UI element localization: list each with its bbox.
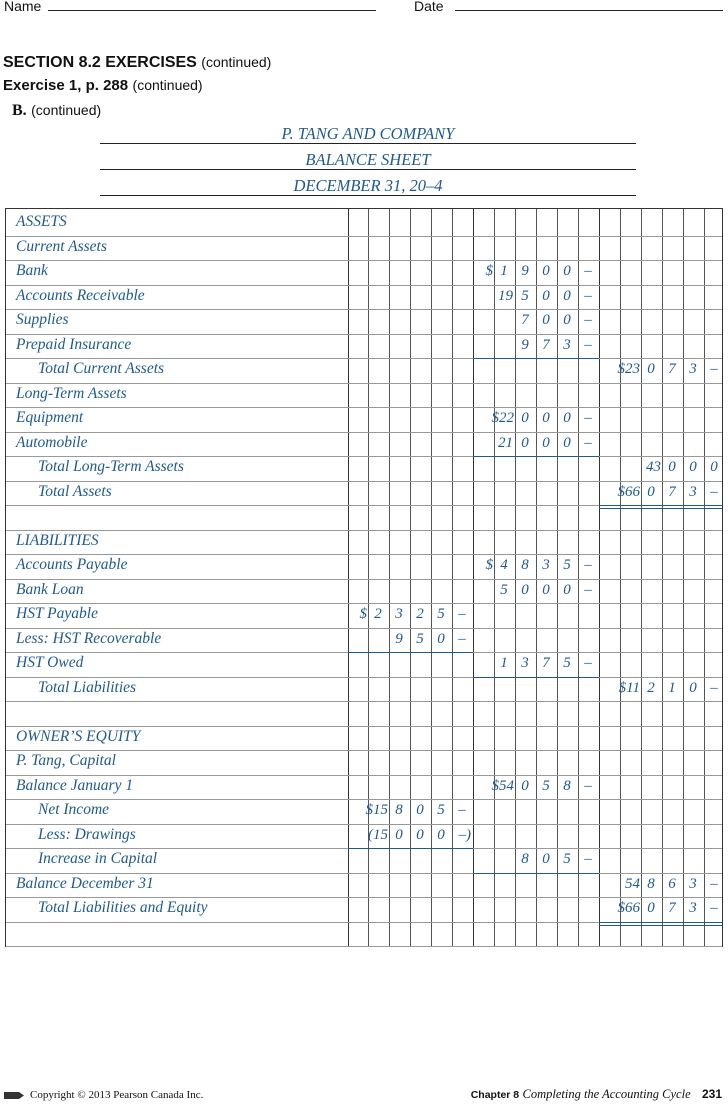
total-underline: [348, 848, 473, 849]
row-label: ASSETS: [16, 213, 67, 230]
double-underline: [599, 508, 722, 509]
grid-row-line: [6, 726, 722, 727]
row-label: P. Tang, Capital: [16, 752, 116, 769]
grid-column-line: [473, 209, 474, 946]
amount-digit: 3: [689, 361, 697, 377]
exercise-heading: [3, 77, 203, 95]
copyright-text: Copyright © 2013 Pearson Canada Inc.: [30, 1089, 204, 1101]
amount-digit: 9: [521, 336, 529, 353]
grid-row-line: [6, 701, 722, 702]
amount-digit: 3: [563, 336, 571, 353]
amount-digit: –: [710, 679, 718, 696]
double-underline: [599, 922, 722, 923]
amount-digit: 3: [689, 900, 697, 916]
row-label: LIABILITIES: [16, 531, 99, 549]
statement-company: P. TANG AND COMPANY: [281, 124, 455, 143]
footer-chapter: [471, 1087, 722, 1102]
row-label: Total Current Assets: [38, 360, 165, 377]
amount-digit: 0: [542, 312, 550, 328]
amount-digit: –: [584, 336, 592, 353]
date-field[interactable]: [455, 10, 723, 11]
footer-copyright: [4, 1089, 203, 1101]
row-label: Balance December 31: [16, 874, 154, 892]
grid-column-line: [641, 209, 642, 946]
amount-digit: 0: [563, 581, 571, 598]
amount-digit: 5: [500, 581, 508, 598]
grid-row-line: [6, 579, 722, 580]
amount-digit: 3: [542, 557, 550, 573]
grid-row-line: [6, 775, 722, 776]
grid-row-line: [6, 750, 722, 751]
amount-digit: 0: [542, 287, 550, 304]
row-label: Balance January 1: [16, 776, 134, 794]
amount-digit: 0: [437, 630, 445, 647]
part-heading: [12, 102, 101, 120]
amount-digit: 5: [563, 557, 571, 573]
section-heading: [3, 54, 271, 72]
amount-digit: 0: [647, 483, 655, 500]
grid-column-line: [536, 209, 537, 946]
amount-digit: 0: [542, 581, 550, 598]
double-underline: [599, 505, 722, 506]
total-underline: [473, 358, 599, 359]
amount-digit: 5: [437, 802, 445, 818]
amount-digit: 0: [542, 263, 550, 279]
total-underline: [473, 873, 599, 874]
grid-row-line: [6, 628, 722, 629]
amount-digit: 5: [563, 655, 571, 671]
amount-digit: –: [458, 606, 466, 622]
amount-prefix: 43: [646, 459, 661, 475]
amount-digit: 7: [668, 900, 676, 916]
amount-digit: 5: [437, 606, 445, 622]
double-underline: [599, 925, 722, 926]
amount-digit: 6: [668, 875, 676, 892]
amount-digit: 0: [416, 826, 424, 843]
amount-prefix: $: [359, 606, 367, 622]
exercise-title: Exercise 1, p. 288: [3, 77, 129, 94]
amount-digit: 1: [500, 263, 508, 279]
amount-prefix: $15: [365, 802, 388, 818]
grid-column-line: [494, 209, 495, 946]
grid-column-line: [683, 209, 684, 946]
amount-prefix: $23: [617, 361, 640, 377]
amount-digit: –: [584, 777, 592, 794]
amount-digit: 0: [710, 459, 718, 475]
amount-digit: 2: [647, 679, 655, 696]
grid-row-line: [6, 236, 722, 237]
amount-digit: 8: [521, 851, 529, 867]
amount-digit: 7: [668, 361, 676, 377]
row-label: Accounts Payable: [16, 556, 128, 573]
grid-column-line: [410, 209, 411, 946]
row-label: Total Long-Term Assets: [38, 458, 184, 475]
amount-prefix: $54: [491, 777, 514, 794]
row-label: Bank: [16, 262, 48, 279]
date-label: Date: [414, 0, 444, 14]
amount-digit: 0: [437, 826, 445, 843]
grid-column-line: [599, 209, 600, 946]
grid-row-line: [6, 383, 722, 384]
row-label: HST Payable: [16, 605, 98, 622]
amount-digit: 0: [521, 777, 529, 794]
grid-column-line: [557, 209, 558, 946]
grid-row-line: [6, 456, 722, 457]
amount-digit: 5: [521, 287, 529, 304]
row-label: Net Income: [38, 801, 110, 818]
amount-prefix: $66: [617, 900, 640, 916]
amount-digit: 2: [374, 606, 382, 622]
amount-digit: 4: [500, 557, 508, 573]
grid-column-line: [704, 209, 705, 946]
amount-digit: 0: [542, 410, 550, 426]
amount-digit: 7: [542, 655, 550, 671]
amount-digit: 8: [395, 802, 403, 818]
amount-digit: 0: [563, 410, 571, 426]
amount-prefix: $: [485, 263, 493, 279]
grid-column-line: [348, 209, 349, 946]
grid-row-line: [6, 260, 722, 261]
amount-digit: –: [584, 655, 592, 671]
amount-digit: –: [710, 900, 718, 916]
grid-row-line: [6, 799, 722, 800]
amount-digit: 1: [500, 655, 508, 671]
row-label: Prepaid Insurance: [16, 335, 132, 353]
amount-digit: 0: [689, 679, 697, 696]
row-label: Accounts Receivable: [16, 286, 145, 304]
amount-digit: 0: [521, 434, 529, 451]
grid-column-line: [578, 209, 579, 946]
grid-row-line: [6, 603, 722, 604]
amount-digit: 0: [563, 263, 571, 279]
amount-digit: 3: [689, 875, 697, 892]
amount-digit: 0: [563, 287, 571, 304]
amount-digit: –: [584, 263, 592, 279]
chapter-label: Chapter 8: [470, 1089, 520, 1101]
amount-digit: –: [584, 851, 592, 867]
amount-digit: 3: [689, 483, 697, 500]
grid-row-line: [6, 824, 722, 825]
grid-column-line: [515, 209, 516, 946]
amount-prefix: (15: [368, 826, 388, 843]
grid-row-line: [6, 432, 722, 433]
exercise-suffix: (continued): [132, 77, 203, 93]
amount-digit: –: [458, 802, 466, 818]
grid-row-line: [6, 554, 722, 555]
row-label: Total Liabilities and Equity: [38, 899, 208, 916]
amount-digit: 0: [563, 312, 571, 328]
amount-prefix: $66: [617, 483, 640, 500]
amount-digit: 5: [563, 851, 571, 867]
amount-prefix: $11: [618, 679, 640, 696]
amount-digit: 5: [416, 630, 424, 647]
amount-digit: 21: [498, 434, 513, 451]
amount-digit: 0: [647, 361, 655, 377]
grid-column-line: [389, 209, 390, 946]
row-label: Long-Term Assets: [16, 384, 127, 402]
row-label: Less: HST Recoverable: [16, 629, 162, 647]
grid-row-line: [6, 407, 722, 408]
amount-digit: 3: [521, 655, 529, 671]
amount-digit: –: [710, 361, 718, 377]
grid-row-line: [6, 309, 722, 310]
amount-digit: 9: [521, 263, 529, 279]
row-label: Automobile: [16, 433, 88, 451]
title-rule-3: [100, 195, 636, 196]
total-underline: [473, 456, 599, 457]
row-label: OWNER’S EQUITY: [16, 727, 141, 745]
grid-row-line: [6, 897, 722, 898]
chapter-title: Completing the Accounting Cycle: [522, 1087, 691, 1101]
amount-digit: –: [584, 434, 592, 451]
amount-digit: 5: [542, 777, 550, 794]
amount-prefix: $: [485, 557, 493, 573]
row-label: Increase in Capital: [38, 850, 158, 867]
amount-digit: 8: [521, 557, 529, 573]
row-label: Supplies: [16, 311, 69, 328]
total-underline: [473, 677, 599, 678]
amount-digit: 0: [668, 459, 676, 475]
amount-digit: 0: [563, 434, 571, 451]
title-rule-2: [100, 169, 636, 170]
amount-digit: 0: [395, 826, 403, 843]
row-label: Total Assets: [38, 482, 112, 500]
amount-digit: 3: [395, 606, 403, 622]
section-title-suffix: (continued): [201, 54, 272, 70]
grid-column-line: [662, 209, 663, 946]
amount-digit: 0: [521, 581, 529, 598]
part-suffix: (continued): [31, 102, 102, 118]
amount-digit: 7: [521, 312, 529, 328]
amount-digit: –: [458, 630, 466, 647]
amount-digit: –: [710, 483, 718, 500]
row-label: Current Assets: [16, 237, 107, 255]
amount-digit: 0: [542, 851, 550, 867]
total-underline: [348, 652, 473, 653]
amount-digit: 7: [668, 483, 676, 500]
name-label: Name: [4, 0, 42, 14]
amount-digit: 1: [668, 679, 676, 696]
amount-digit: –): [458, 826, 471, 843]
row-label: Bank Loan: [16, 580, 84, 598]
grid-column-line: [452, 209, 453, 946]
section-title: SECTION 8.2 EXERCISES: [3, 54, 197, 71]
amount-digit: –: [584, 312, 592, 328]
grid-row-line: [6, 677, 722, 678]
pencil-icon: [4, 1090, 24, 1101]
amount-digit: 0: [521, 410, 529, 426]
statement-name: BALANCE SHEET: [305, 150, 431, 169]
grid-row-line: [6, 946, 722, 947]
amount-digit: 7: [542, 336, 550, 353]
amount-prefix: $22: [491, 410, 514, 426]
grid-column-line: [620, 209, 621, 946]
grid-row-line: [6, 285, 722, 286]
amount-digit: –: [584, 581, 592, 598]
amount-digit: 0: [689, 459, 697, 475]
grid-row-line: [6, 481, 722, 482]
name-field[interactable]: [48, 10, 376, 11]
grid-column-line: [431, 209, 432, 946]
row-label: Equipment: [16, 409, 84, 426]
amount-digit: 8: [647, 875, 655, 892]
amount-digit: 0: [647, 900, 655, 916]
title-rule-1: [100, 143, 636, 144]
grid-row-line: [6, 334, 722, 335]
amount-digit: –: [584, 557, 592, 573]
amount-prefix: 54: [625, 875, 640, 892]
amount-digit: 8: [563, 777, 571, 794]
row-label: Less: Drawings: [38, 825, 136, 843]
amount-digit: 0: [416, 802, 424, 818]
grid-row-line: [6, 873, 722, 874]
balance-sheet-grid: [5, 208, 723, 947]
amount-digit: –: [710, 875, 718, 892]
grid-row-line: [6, 530, 722, 531]
amount-digit: 0: [542, 434, 550, 451]
part-label: B.: [12, 102, 27, 119]
row-label: Total Liabilities: [38, 678, 137, 696]
page-number: 231: [701, 1087, 722, 1101]
amount-digit: –: [584, 410, 592, 426]
amount-digit: 2: [416, 606, 424, 622]
amount-digit: 19: [498, 287, 513, 304]
statement-date: DECEMBER 31, 20–4: [293, 176, 443, 195]
row-label: HST Owed: [16, 654, 84, 671]
grid-row-line: [6, 358, 722, 359]
amount-digit: –: [584, 287, 592, 304]
amount-digit: 9: [395, 630, 403, 647]
